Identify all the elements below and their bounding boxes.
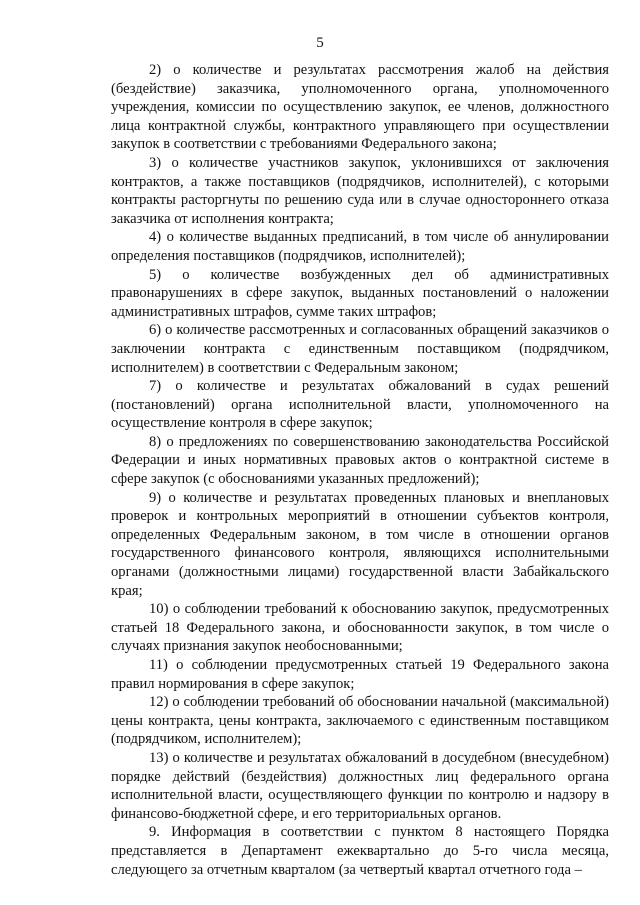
list-item: 9) о количестве и результатах проведенных плановых и внеплановых проверок и контрольных мероприятий в отношении субъектов контроля, определенных Федеральным законом, в том числе в отношении органов государственного финансового контроля, являющихся исполнительными органами (должностными лицами) государственной власти Забайкальского края; xyxy=(111,489,609,599)
list-item: 8) о предложениях по совершенствованию законодательства Российской Федерации и иных нормативных правовых актов о контрактной системе в сфере закупок (с обоснованиями указанных предложений); xyxy=(111,433,609,488)
document-body xyxy=(111,61,609,879)
list-item: 7) о количестве и результатах обжалований в судах решений (постановлений) органа исполнительной власти, уполномоченного на осуществление контроля в сфере закупок; xyxy=(111,378,609,432)
list-item: 13) о количестве и результатах обжалований в досудебном (внесудебном) порядке действий (бездействия) должностных лиц федерального органа исполнительной власти, осуществляющего функции по контролю и надзору в финансово-бюджетной сфере, и его территориальных органов. xyxy=(111,749,609,822)
page-number: 5 xyxy=(316,35,324,51)
list-item: 5) о количестве возбужденных дел об административных правонарушениях в сфере закупок, выданных постановлений о наложении административных штрафов, сумме таких штрафов; xyxy=(111,266,609,320)
list-item: 6) о количестве рассмотренных и согласованных обращений заказчиков о заключении контракта с единственным поставщиком (подрядчиком, исполнителем) в соответствии с Федеральным законом; xyxy=(111,322,609,376)
list-item: 12) о соблюдении требований об обосновании начальной (максимальной) цены контракта, цены контракта, заключаемого с единственным поставщиком (подрядчиком, исполнителем); xyxy=(111,694,609,748)
list-item: 2) о количестве и результатах рассмотрения жалоб на действия (бездействие) заказчика, уполномоченного органа, уполномоченного учреждения, комиссии по осуществлению закупок, ее членов, должностного лица контрактной службы, контрактного управляющего при осуществлении закупок в соответствии с требованиями Федерального закона; xyxy=(111,62,609,153)
section-paragraph: 9. Информация в соответствии с пунктом 8 настоящего Порядка представляется в Департамент ежеквартально до 5-го числа месяца, следующего за отчетным кварталом (за четвертый квартал отчетного года – xyxy=(111,824,609,878)
list-item: 11) о соблюдении предусмотренных статьей 19 Федерального закона правил нормирования в сфере закупок; xyxy=(111,657,609,692)
list-item: 4) о количестве выданных предписаний, в том числе об аннулировании определения поставщиков (подрядчиков, исполнителей); xyxy=(111,229,609,264)
list-item: 10) о соблюдении требований к обоснованию закупок, предусмотренных статьей 18 Федерального закона, и обоснованности закупок, в том числе о случаях признания закупок необоснованными; xyxy=(111,601,609,655)
list-item: 3) о количестве участников закупок, уклонившихся от заключения контрактов, а также поставщиков (подрядчиков, исполнителей), с которыми контракты расторгнуты по решению суда или в случае одностороннего отказа заказчика от исполнения контракта; xyxy=(111,154,609,227)
